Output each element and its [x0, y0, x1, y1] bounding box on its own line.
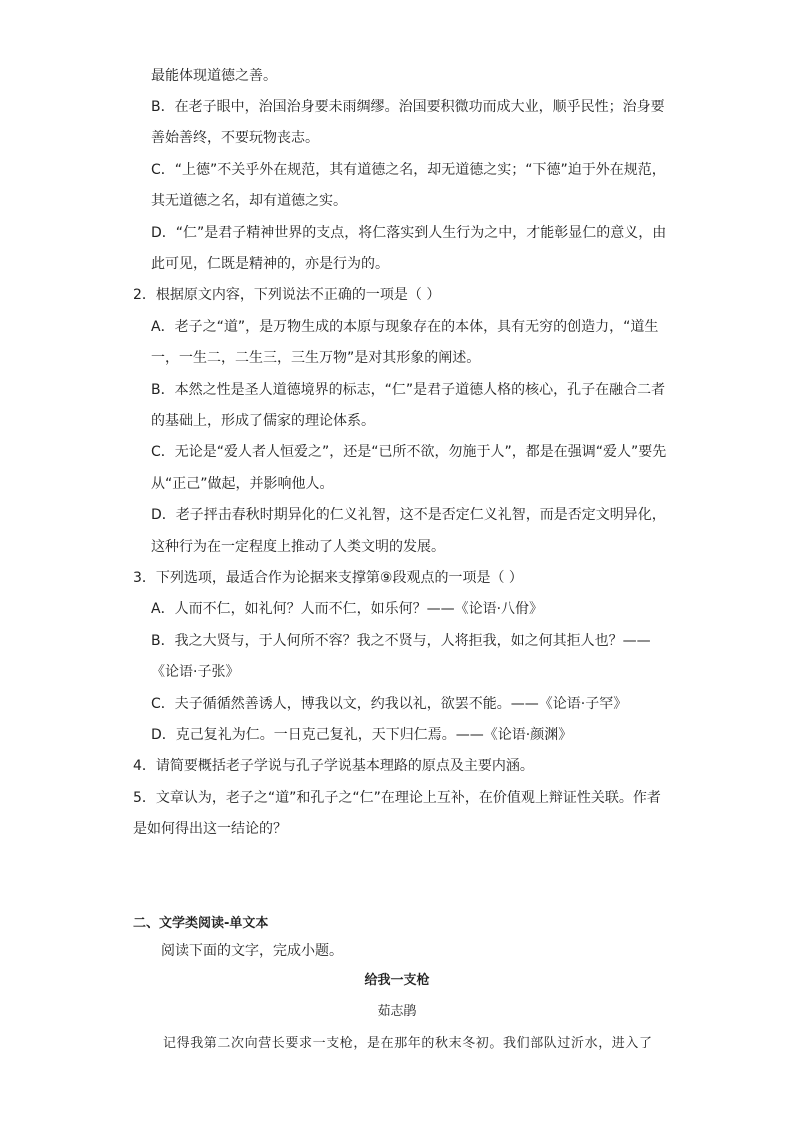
q2-option-c-line-1: C．无论是“爱人者人恒爱之”，还是“已所不欲，勿施于人”，都是在强调“爱人”要先 — [151, 444, 667, 460]
q2-option-b-line-1: B．本然之性是圣人道德境界的标志，“仁”是君子道德人格的核心，孔子在融合二者 — [151, 382, 666, 398]
option-b-line-1: B．在老子眼中，治国治身要未雨绸缪。治国要积微功而成大业，顺乎民性；治身要 — [151, 99, 665, 115]
question-2: 2．根据原文内容，下列说法不正确的一项是（ ） — [133, 287, 441, 303]
q3-option-b-line-2: 《论语·子张》 — [151, 664, 240, 680]
instruction: 阅读下面的文字，完成小题。 — [161, 943, 343, 959]
story-title: 给我一支枪 — [364, 973, 430, 988]
q3-option-c: C．夫子循循然善诱人，博我以文，约我以礼，欲罢不能。——《论语·子罕》 — [151, 696, 628, 712]
q2-option-a-line-1: A．老子之“道”，是万物生成的本原与现象存在的本体，具有无穷的创造力，“道生 — [151, 319, 659, 335]
question-5-line-1: 5．文章认为，老子之“道”和孔子之“仁”在理论上互补，在价值观上辩证性关联。作者 — [133, 790, 661, 806]
q2-option-d-line-1: D．老子抨击春秋时期异化的仁义礼智，这不是否定仁义礼智，而是否定文明异化， — [151, 507, 666, 523]
q3-option-b-line-1: B．我之大贤与，于人何所不容？我之不贤与，人将拒我，如之何其拒人也？—— — [151, 633, 651, 649]
option-d-line-1: D．“仁”是君子精神世界的支点，将仁落实到人生行为之中，才能彰显仁的意义，由 — [151, 225, 667, 241]
q2-option-d-line-2: 这种行为在一定程度上推动了人类文明的发展。 — [151, 539, 445, 555]
question-3: 3．下列选项，最适合作为论据来支撑第⑨段观点的一项是（ ） — [133, 570, 523, 586]
q3-option-a: A．人而不仁，如礼何？人而不仁，如乐何？——《论语·八佾》 — [151, 601, 544, 617]
q2-option-c-line-2: 从“正己”做起，并影响他人。 — [151, 476, 334, 492]
option-c-line-1: C．“上德”不关乎外在规范，其有道德之名，却无道德之实；“下德”迫于外在规范， — [151, 162, 666, 178]
option-c-line-2: 其无道德之名，却有道德之实。 — [151, 193, 347, 209]
story-first-line: 记得我第二次向营长要求一支枪，是在那年的秋末冬初。我们部队过沂水，进入了 — [163, 1036, 653, 1051]
q2-option-a-line-2: 一，一生二，二生三，三生万物”是对其形象的阐述。 — [151, 350, 481, 366]
question-5-line-2: 是如何得出这一结论的？ — [133, 821, 287, 837]
section-heading: 二、文学类阅读-单文本 — [133, 916, 269, 931]
q3-option-d: D．克己复礼为仁。一日克己复礼，天下归仁焉。——《论语·颜渊》 — [151, 727, 573, 743]
question-4: 4．请简要概括老子学说与孔子学说基本理路的原点及主要内涵。 — [133, 758, 534, 774]
story-author: 茹志鹃 — [377, 1004, 417, 1019]
option-b-line-2: 善始善终，不要玩物丧志。 — [151, 130, 319, 146]
q2-option-b-line-2: 的基础上，形成了儒家的理论体系。 — [151, 413, 375, 429]
option-d-line-2: 此可见，仁既是精神的，亦是行为的。 — [151, 256, 389, 272]
text-line: 最能体现道德之善。 — [151, 68, 277, 84]
